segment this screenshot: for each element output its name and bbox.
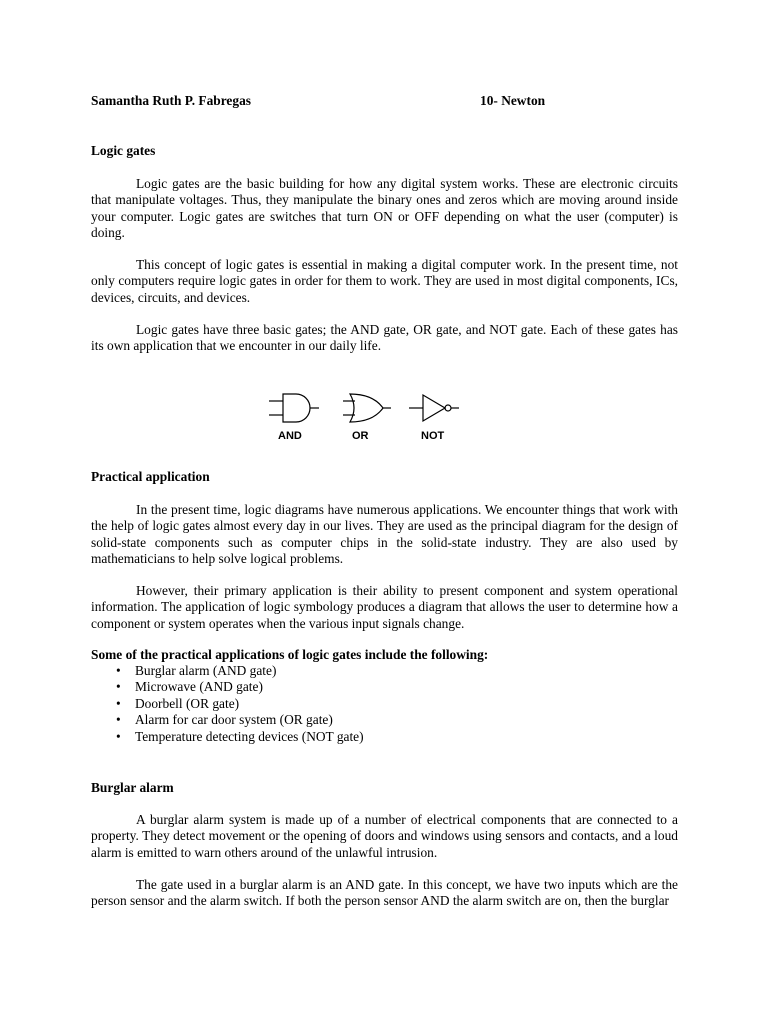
paragraph-logic-diagrams: In the present time, logic diagrams have numerous applications. We encounter things that work with the help of logic gates almost every day in our lives. They are used as the principal diagram for the design of solid-state components such as computer chips in the solid-state industry. They are also used by mathematicians to help solve logical problems. xyxy=(91,502,678,567)
gate-symbols xyxy=(263,388,463,448)
and-gate-label: AND xyxy=(278,430,302,442)
list-item xyxy=(91,663,364,679)
paragraph-primary-application: However, their primary application is their ability to present component and system operational information. The application of logic symbology produces a diagram that allows the user to determine how a component or system operates when the various input signals change. xyxy=(91,583,678,631)
paragraph-logic-gates-concept: This concept of logic gates is essential in making a digital computer work. In the present time, not only computers require logic gates in order for them to work. They are used in most digital components, ICs, devices, circuits, and devices. xyxy=(91,257,678,305)
heading-practical-application: Practical application xyxy=(91,469,210,484)
list-item xyxy=(91,729,364,745)
and-gate-icon xyxy=(269,394,319,422)
paragraph-three-basic-gates: Logic gates have three basic gates; the AND gate, OR gate, and NOT gate. Each of these gates has its own application that we encounter in our daily life. xyxy=(91,322,678,354)
applications-list-title: Some of the practical applications of logic gates include the following: xyxy=(91,647,489,662)
applications-list xyxy=(91,663,364,745)
list-item-text: Doorbell (OR gate) xyxy=(135,695,240,711)
bullet-icon: • xyxy=(116,695,121,711)
list-item xyxy=(91,712,364,728)
class-section: 10- Newton xyxy=(480,93,546,108)
not-gate-icon xyxy=(409,395,459,421)
list-item-text: Microwave (AND gate) xyxy=(135,679,263,695)
list-item xyxy=(91,679,364,695)
paragraph-logic-gates-intro: Logic gates are the basic building for how any digital system works. These are electronic circuits that manipulate voltages. Thus, they manipulate the binary ones and zeros which are moving around inside your computer. Logic gates are switches that turn ON or OFF depending on what the user (computer) is doing. xyxy=(91,176,678,241)
heading-burglar-alarm: Burglar alarm xyxy=(91,780,174,795)
or-gate-icon xyxy=(343,394,391,422)
paragraph-burglar-alarm-gate: The gate used in a burglar alarm is an AND gate. In this concept, we have two inputs which are the person sensor and the alarm switch. If both the person sensor AND the alarm switch are on, then the burglar xyxy=(91,877,678,909)
heading-logic-gates: Logic gates xyxy=(91,143,156,158)
author-name: Samantha Ruth P. Fabregas xyxy=(91,93,251,108)
or-gate-label: OR xyxy=(352,430,369,442)
bullet-icon: • xyxy=(116,712,121,728)
bullet-icon: • xyxy=(116,679,121,695)
list-item xyxy=(91,696,364,712)
list-item-text: Alarm for car door system (OR gate) xyxy=(135,712,333,728)
paragraph-burglar-alarm-system: A burglar alarm system is made up of a number of electrical components that are connected to a property. They detect movement or the opening of doors and windows using sensors and contacts, and a loud alarm is emitted to warn others around of the unlawful intrusion. xyxy=(91,812,678,860)
bullet-icon: • xyxy=(116,728,121,744)
bullet-icon: • xyxy=(116,663,121,678)
list-item-text: Burglar alarm (AND gate) xyxy=(135,663,277,678)
not-gate-label: NOT xyxy=(421,430,445,442)
list-item-text: Temperature detecting devices (NOT gate) xyxy=(135,728,364,744)
logic-gates-figure xyxy=(263,388,463,448)
